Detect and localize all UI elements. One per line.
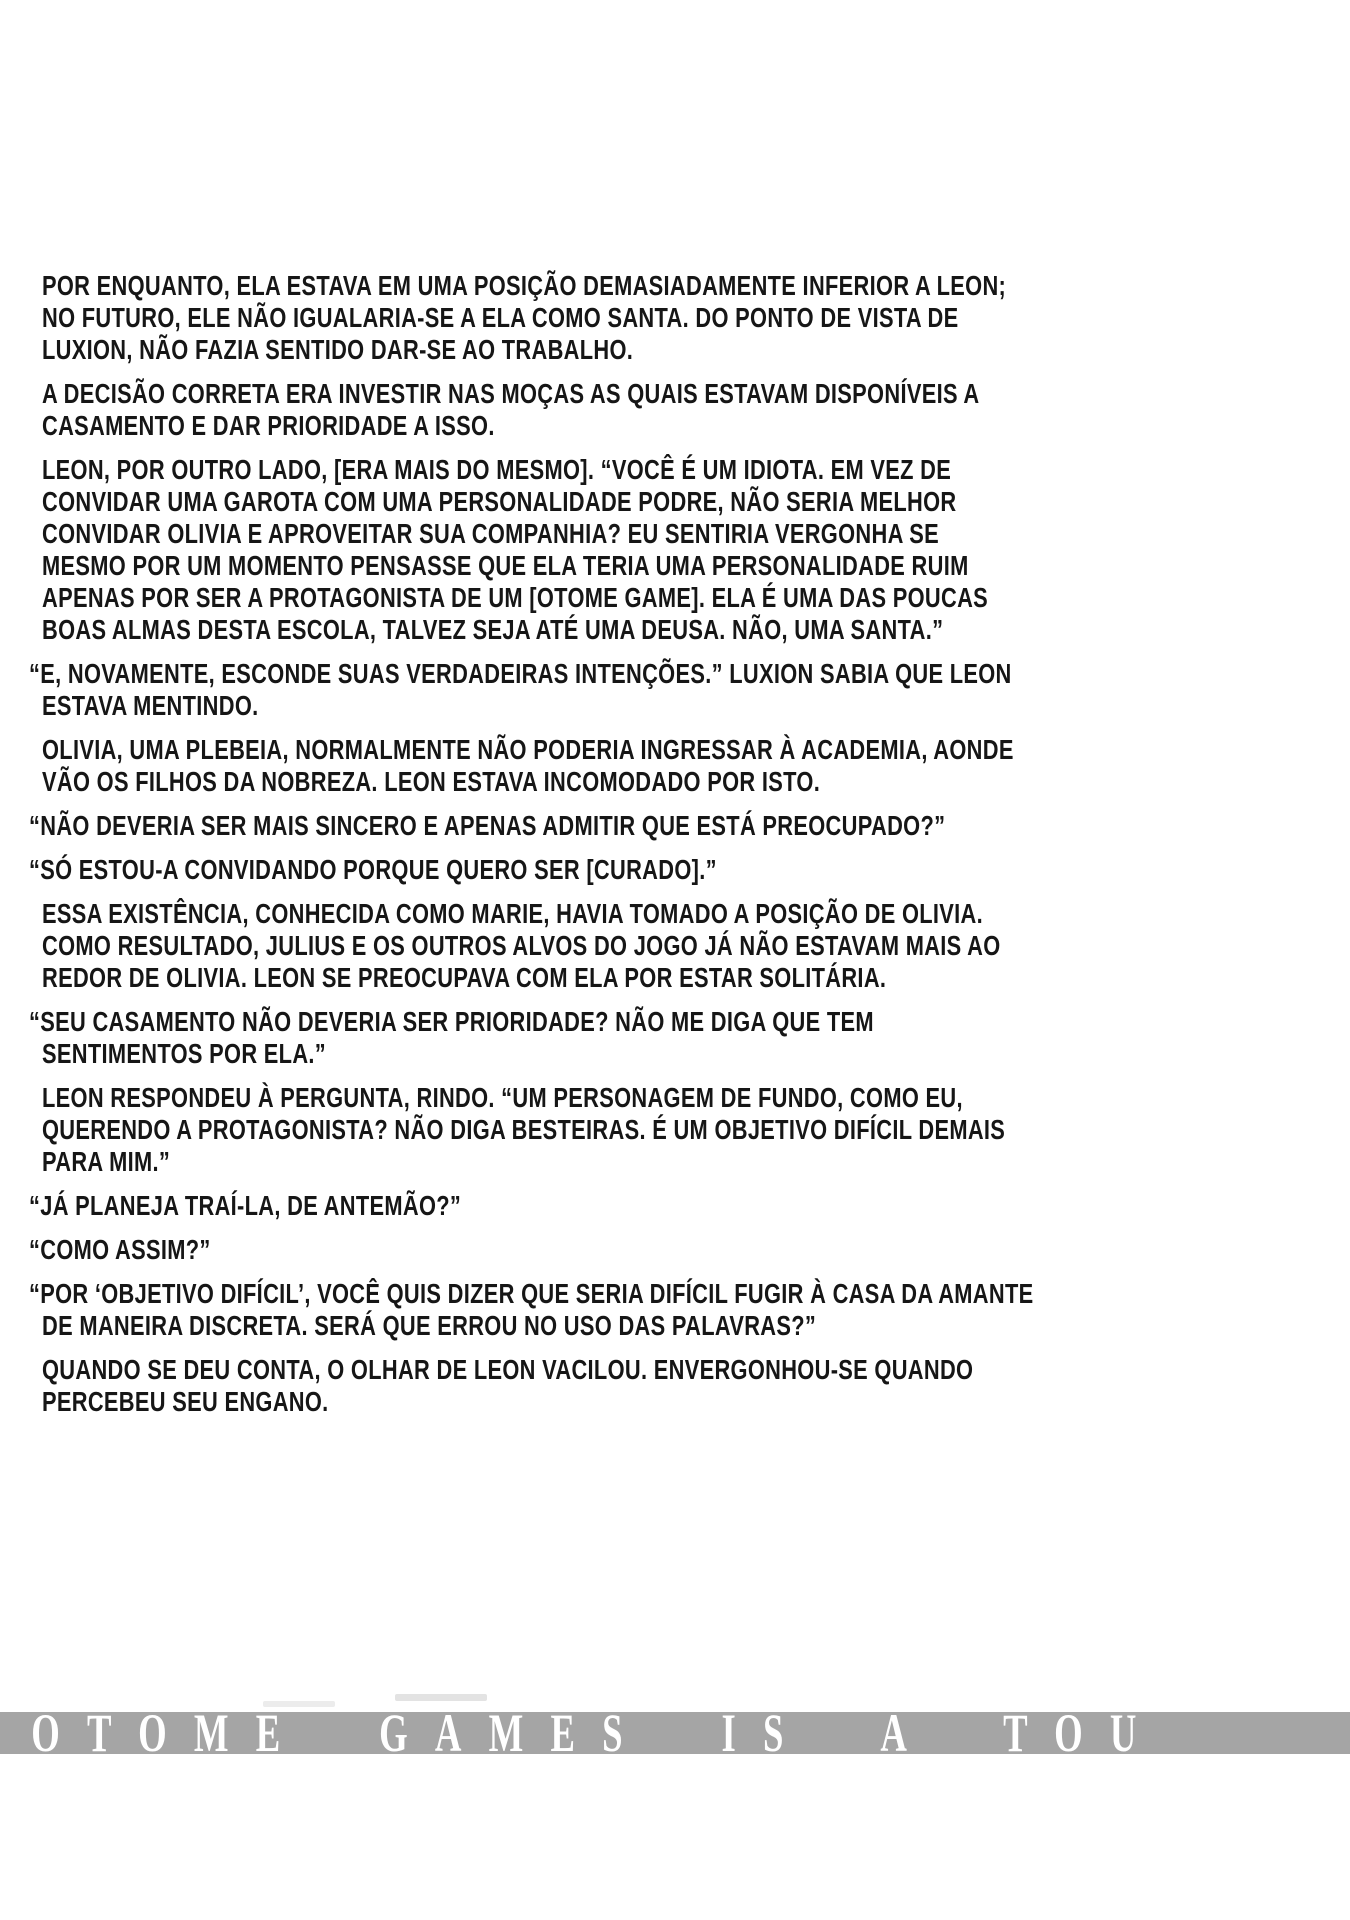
text-line: “NÃO DEVERIA SER MAIS SINCERO E APENAS ADMITIR QUE ESTÁ PREOCUPADO?” — [29, 810, 946, 841]
text-line: DE MANEIRA DISCRETA. SERÁ QUE ERROU NO USO DAS PALAVRAS?” — [42, 1310, 817, 1341]
scan-artifact — [263, 1701, 335, 1707]
scan-artifact — [395, 1694, 487, 1701]
text-line: CONVIDAR OLIVIA E APROVEITAR SUA COMPANHIA? EU SENTIRIA VERGONHA SE — [42, 518, 939, 549]
text-line: REDOR DE OLIVIA. LEON SE PREOCUPAVA COM ELA POR ESTAR SOLITÁRIA. — [42, 962, 887, 993]
text-line: A DECISÃO CORRETA ERA INVESTIR NAS MOÇAS AS QUAIS ESTAVAM DISPONÍVEIS A — [42, 378, 980, 409]
text-line: “COMO ASSIM?” — [29, 1234, 211, 1265]
narrative-paragraph — [42, 1082, 1350, 1178]
text-line: BOAS ALMAS DESTA ESCOLA, TALVEZ SEJA ATÉ UMA DEUSA. NÃO, UMA SANTA.” — [42, 614, 944, 645]
text-line: POR ENQUANTO, ELA ESTAVA EM UMA POSIÇÃO DEMASIADAMENTE INFERIOR A LEON; — [42, 270, 1007, 301]
dialogue-paragraph — [29, 810, 1350, 842]
dialogue-paragraph — [29, 1234, 1350, 1266]
narrative-paragraph — [42, 454, 1350, 646]
footer-title-banner — [0, 1712, 1350, 1754]
text-line: CONVIDAR UMA GAROTA COM UMA PERSONALIDADE PODRE, NÃO SERIA MELHOR — [42, 486, 957, 517]
dialogue-paragraph — [29, 658, 1350, 722]
text-line: QUANDO SE DEU CONTA, O OLHAR DE LEON VACILOU. ENVERGONHOU-SE QUANDO — [42, 1354, 974, 1385]
narrative-paragraph — [42, 898, 1350, 994]
text-line: CASAMENTO E DAR PRIORIDADE A ISSO. — [42, 410, 495, 441]
text-line: NO FUTURO, ELE NÃO IGUALARIA-SE A ELA COMO SANTA. DO PONTO DE VISTA DE — [42, 302, 959, 333]
dialogue-paragraph — [29, 1190, 1350, 1222]
footer-banner-title-text: OTOME GAMES IS A TOU — [31, 1712, 1164, 1754]
novel-text-block — [0, 270, 1350, 1430]
text-line: OLIVIA, UMA PLEBEIA, NORMALMENTE NÃO PODERIA INGRESSAR À ACADEMIA, AONDE — [42, 734, 1014, 765]
text-line: LEON, POR OUTRO LADO, [ERA MAIS DO MESMO]. “VOCÊ É UM IDIOTA. EM VEZ DE — [42, 454, 952, 485]
text-line: SENTIMENTOS POR ELA.” — [42, 1038, 327, 1069]
text-line: “SÓ ESTOU-A CONVIDANDO PORQUE QUERO SER [CURADO].” — [29, 854, 717, 885]
text-line: COMO RESULTADO, JULIUS E OS OUTROS ALVOS DO JOGO JÁ NÃO ESTAVAM MAIS AO — [42, 930, 1001, 961]
text-line: PARA MIM.” — [42, 1146, 171, 1177]
dialogue-paragraph — [29, 854, 1350, 886]
text-line: “POR ‘OBJETIVO DIFÍCIL’, VOCÊ QUIS DIZER QUE SERIA DIFÍCIL FUGIR À CASA DA AMANTE — [29, 1278, 1034, 1309]
text-line: “JÁ PLANEJA TRAÍ-LA, DE ANTEMÃO?” — [29, 1190, 462, 1221]
narrative-paragraph — [42, 378, 1350, 442]
text-line: LUXION, NÃO FAZIA SENTIDO DAR-SE AO TRABALHO. — [42, 334, 634, 365]
text-line: ESSA EXISTÊNCIA, CONHECIDA COMO MARIE, HAVIA TOMADO A POSIÇÃO DE OLIVIA. — [42, 898, 984, 929]
text-line: PERCEBEU SEU ENGANO. — [42, 1386, 329, 1417]
text-line: VÃO OS FILHOS DA NOBREZA. LEON ESTAVA INCOMODADO POR ISTO. — [42, 766, 821, 797]
text-line: ESTAVA MENTINDO. — [42, 690, 259, 721]
narrative-paragraph — [42, 1354, 1350, 1418]
text-line: APENAS POR SER A PROTAGONISTA DE UM [OTOME GAME]. ELA É UMA DAS POUCAS — [42, 582, 989, 613]
narrative-paragraph — [42, 734, 1350, 798]
text-line: MESMO POR UM MOMENTO PENSASSE QUE ELA TERIA UMA PERSONALIDADE RUIM — [42, 550, 969, 581]
narrative-paragraph — [42, 270, 1350, 366]
text-line: QUERENDO A PROTAGONISTA? NÃO DIGA BESTEIRAS. É UM OBJETIVO DIFÍCIL DEMAIS — [42, 1114, 1006, 1145]
text-line: “SEU CASAMENTO NÃO DEVERIA SER PRIORIDADE? NÃO ME DIGA QUE TEM — [29, 1006, 874, 1037]
dialogue-paragraph — [29, 1278, 1350, 1342]
text-line: “E, NOVAMENTE, ESCONDE SUAS VERDADEIRAS INTENÇÕES.” LUXION SABIA QUE LEON — [29, 658, 1012, 689]
dialogue-paragraph — [29, 1006, 1350, 1070]
text-line: LEON RESPONDEU À PERGUNTA, RINDO. “UM PERSONAGEM DE FUNDO, COMO EU, — [42, 1082, 963, 1113]
